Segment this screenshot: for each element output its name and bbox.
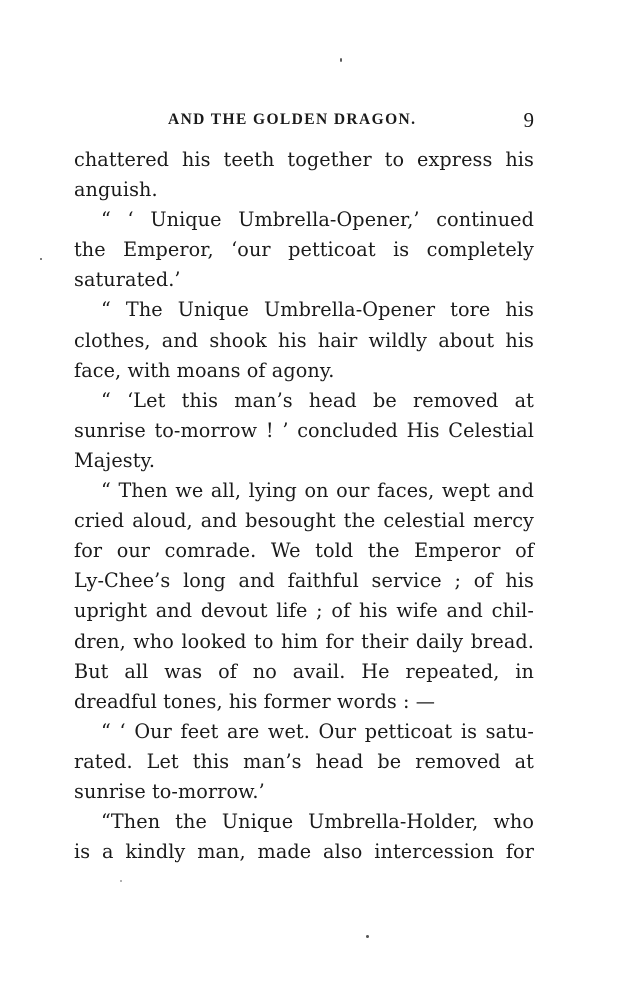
text-line: “Then the Unique Umbrella-Holder, who bbox=[101, 810, 534, 834]
text-line: anguish. bbox=[74, 178, 158, 202]
text-line: “ Then we all, lying on our faces, wept and bbox=[101, 479, 534, 503]
text-line: “ ‘ Unique Umbrella-Opener,’ continued bbox=[101, 208, 534, 232]
page-number: 9 bbox=[523, 108, 534, 132]
text-line: chattered his teeth together to express his bbox=[74, 148, 534, 171]
text-line: dren, who looked to him for their daily bread. bbox=[74, 629, 534, 653]
text-line: is a kindly man, made also intercession for bbox=[74, 840, 534, 864]
text-line: cried aloud, and besought the celestial mercy bbox=[74, 509, 534, 533]
text-line: “ The Unique Umbrella-Opener tore his bbox=[101, 298, 534, 322]
text-line: sunrise to-morrow ! ’ concluded His Celestial bbox=[74, 418, 534, 442]
text-line: Ly-Chee’s long and faithful service ; of his bbox=[74, 569, 534, 593]
text-line: upright and devout life ; of his wife and chil- bbox=[74, 599, 534, 623]
text-line: clothes, and shook his hair wildly about his bbox=[74, 328, 534, 352]
text-line: the Emperor, ‘our petticoat is completely bbox=[74, 238, 534, 262]
text-line: sunrise to-morrow.’ bbox=[74, 779, 265, 803]
text-line: rated. Let this man’s head be removed at bbox=[74, 749, 534, 773]
running-head bbox=[74, 109, 534, 135]
text-line: for our comrade. We told the Emperor of bbox=[74, 539, 534, 563]
body-text bbox=[74, 145, 534, 867]
paper-speck bbox=[366, 935, 369, 938]
text-line: But all was of no avail. He repeated, in bbox=[74, 659, 534, 683]
text-line: dreadful tones, his former words : — bbox=[74, 689, 436, 713]
text-line: saturated.’ bbox=[74, 268, 181, 292]
text-line: face, with moans of agony. bbox=[74, 358, 335, 382]
text-line: “ ‘ Our feet are wet. Our petticoat is satu- bbox=[101, 719, 534, 743]
paper-speck bbox=[40, 258, 42, 260]
paper-speck bbox=[120, 880, 122, 882]
text-line: Majesty. bbox=[74, 448, 156, 472]
running-title: AND THE GOLDEN DRAGON. bbox=[168, 111, 417, 128]
text-line: “ ‘Let this man’s head be removed at bbox=[101, 388, 534, 412]
paper-speck bbox=[340, 58, 342, 62]
